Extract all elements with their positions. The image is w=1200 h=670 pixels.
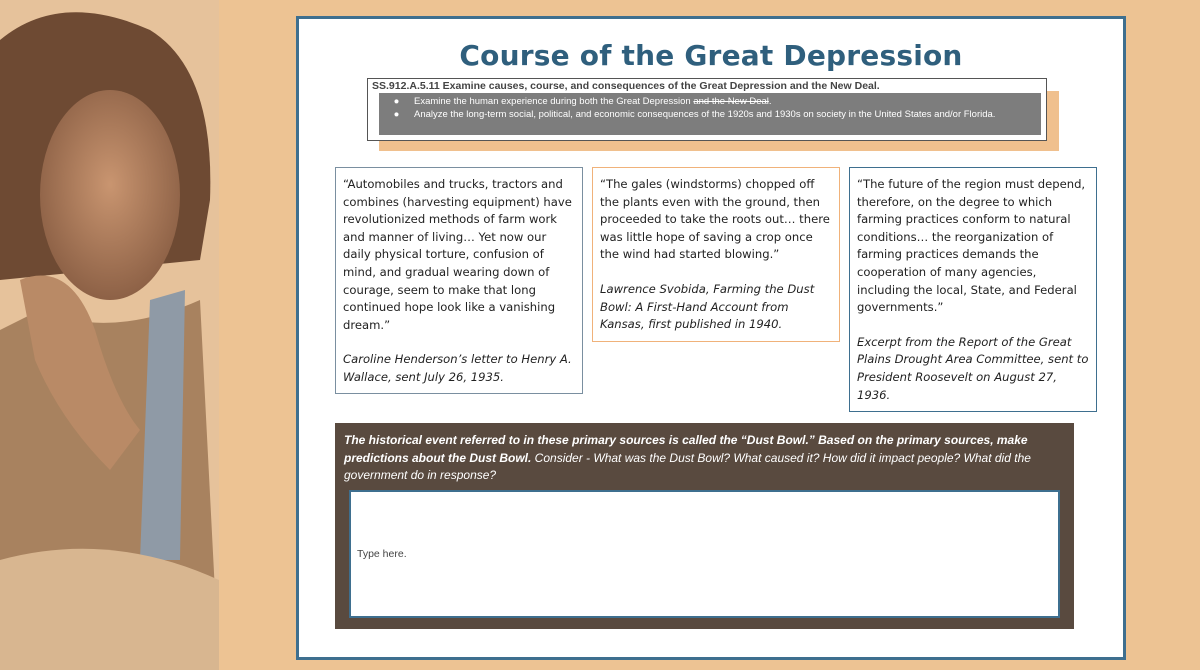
struck-text: and the New Deal <box>693 96 769 107</box>
page-title: Course of the Great Depression <box>459 39 963 72</box>
quote-citation: Excerpt from the Report of the Great Plains Drought Area Committee, sent to President Roosevelt on August 27, 1936. <box>857 334 1089 402</box>
quote-citation: Caroline Henderson’s letter to Henry A. Wallace, sent July 26, 1935. <box>343 352 572 384</box>
prompt-bold-text: The historical event referred to in these primary sources is called the “Dust Bowl.” Based on the primary sources, make predictions about the Dust Bowl. <box>344 433 1028 465</box>
list-item-text: Examine the human experience during both the Great Depression <box>414 96 694 107</box>
quote-box-henderson <box>335 167 583 394</box>
prompt-question-text: Consider - What was the Dust Bowl? What caused it? How did it impact people? What did the government do in response? <box>344 450 1031 482</box>
quote-box-svobida <box>592 167 840 342</box>
bullet-icon: ● <box>393 109 400 120</box>
standard-title: SS.912.A.5.11 Examine causes, course, and consequences of the Great Depression and the New Deal. <box>372 80 880 92</box>
standard-list <box>379 93 1041 135</box>
list-item-tail: . <box>768 96 772 107</box>
quote-text: “Automobiles and trucks, tractors and combines (harvesting equipment) have revolutionized methods of farm work and manner of living… Yet now our daily physical torture, confusion of mind, and gradual wearing down of courage, seem to make that long continued hope look like a vanishing dream.” <box>343 177 572 332</box>
list-item <box>379 95 1035 108</box>
quote-text: “The gales (windstorms) chopped off the plants even with the ground, then proceeded to take the roots out… there was little hope of saving a crop once the wind had started blowing.” <box>600 177 830 262</box>
bullet-icon: ● <box>393 96 400 107</box>
answer-textbox[interactable] <box>349 490 1060 618</box>
list-item <box>379 108 1035 121</box>
quote-text: “The future of the region must depend, therefore, on the degree to which farming practices conform to natural conditions… the reorganization of farming practices demands the cooperation of many agencies, including the local, State, and Federal governments.” <box>857 177 1086 315</box>
quote-citation: Lawrence Svobida, Farming the Dust Bowl: A First-Hand Account from Kansas, first published in 1940. <box>600 281 815 332</box>
worksheet-card <box>296 16 1126 660</box>
prompt-panel <box>335 423 1074 629</box>
prompt-text <box>344 432 1066 485</box>
answer-placeholder: Type here. <box>357 548 407 560</box>
quote-box-drought-report <box>849 167 1097 412</box>
standard-box <box>367 78 1047 141</box>
woman-portrait-photo <box>0 0 219 670</box>
list-item-text: Analyze the long-term social, political, and economic consequences of the 1920s and 1930s on society in the United States and/or Florida. <box>414 109 996 120</box>
